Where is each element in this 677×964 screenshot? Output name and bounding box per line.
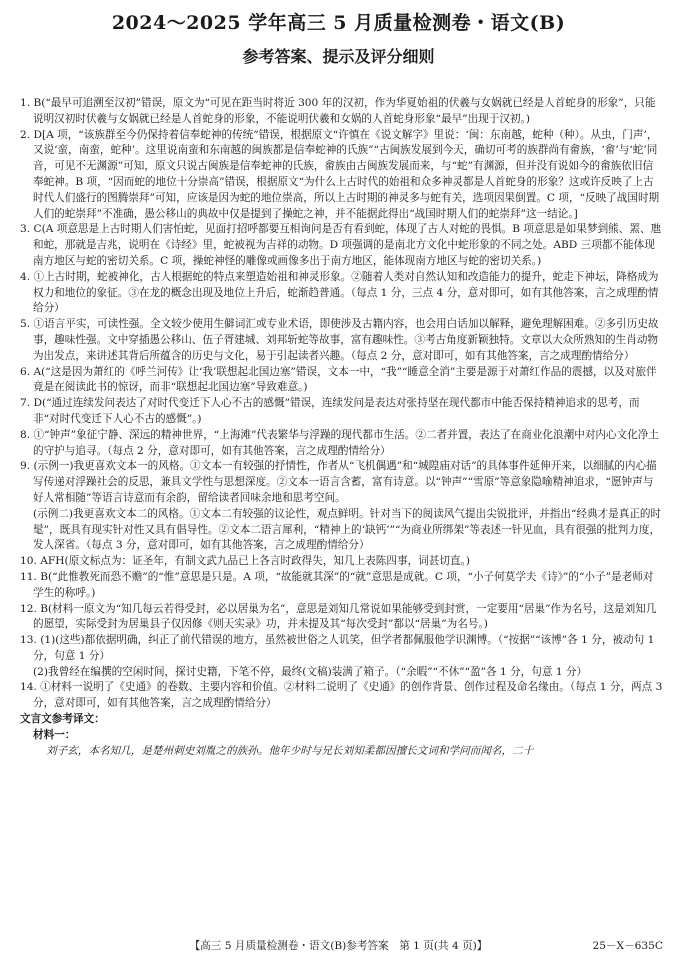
- translation-heading: 文言文参考译文：: [20, 713, 105, 726]
- answer-item: 12. B(材料一原文为“知几每云若得受封，必以居巢为名”，意思是刘知几常说如果能够受到封赏，一定要用“居巢”作为名号，这是刘知几的愿望，实际受封为居巢县子仅因修《则天实录》功，并未提及其“每次受封”都以“居巢”为名号。): [20, 602, 657, 631]
- document-title: 2024～2025 学年高三 5 月质量检测卷・语文(B): [111, 12, 566, 34]
- answers-body: [20, 96, 663, 759]
- answer-item: 10. AFH(原文标点为：证圣年，有制文武九品已上各言时政得失，知几上表陈四事，词甚切直。): [20, 555, 470, 568]
- answer-item-continuation: (2)我曾经在编撰的空闲时间，探讨史籍，下笔不停，最终(文稿)装满了箱子。（“余暇”“不休”“盈”各 1 分，句意 1 分）: [33, 665, 588, 678]
- answer-item: 2. D[A 项，“该族群至今仍保持着信奉蛇神的传统”错误，根据原文“许慎在《说文解字》里说：‘闽：东南越，蛇种（种）。从虫，门声’，又说‘蛮，南蛮，蛇种’。这里说南蛮和东南越的闽族都是信奉蛇神的氏族”“古闽族发展到今天，确切可考的族群尚有畲族，‘畲’与‘蛇’同音，可见不无渊源”可知，原文只说古闽族是信奉蛇神的氏族，畲族由古闽族发展而来，与“蛇”有渊源，但并没有说如今的畲族依旧信奉蛇神。B 项，“因而蛇的地位十分崇高”错误，根据原文“为什么上古时代的始祖和众多神灵都是人首蛇身的形象？这或许反映了上古时代人们盛行的图腾崇拜”可知，应该是因为蛇的地位崇高，所以上古时期的神灵多与蛇有关，选项因果倒置。C 项，“反映了战国时期人们的蛇崇拜”不准确，愚公移山的典故中仅是提到了操蛇之神，并不能据此得出“战国时期人们的蛇崇拜”这一结论。]: [20, 128, 660, 220]
- answer-item: 14. ①材料一说明了《史通》的卷数、主要内容和价值。②材料二说明了《史通》的创作背景、创作过程及命名缘由。（每点 1 分，两点 3 分，意对即可，如有其他答案，言之成理酌情给分）: [20, 681, 663, 710]
- answer-item: 1. B(“最早可追溯至汉初”错误，原文为“可见在距当时将近 300 年的汉初，作为华夏始祖的伏羲与女娲就已经是人首蛇身的形象”，只能说明汉初时伏羲与女娲就已经是人首蛇身的形象，不能说明伏羲和女娲的人首蛇身形象“最早”出现于汉初。): [20, 97, 656, 125]
- document-subtitle: 参考答案、提示及评分细则: [242, 47, 435, 66]
- answer-item: 7. D(“通过连续发问表达了对时代变迁下人心不古的感慨”错误，连续发问是表达对张持坚在现代都市中能否保持精神追求的思考，而非“对时代变迁下人心不古的感慨”。): [20, 397, 640, 425]
- material-one-heading: 材料一：: [33, 728, 76, 741]
- footer-text: 【高三 5 月质量检测卷・语文(B)参考答案 第 1 页(共 4 页)】: [189, 940, 488, 952]
- translation-text: 刘子玄，本名知几，是楚州刺史刘胤之的族孙。他年少时与兄长刘知柔都因擅长文词和学问而闻名，二十: [46, 744, 534, 757]
- answer-item: 11. B(“此惟教死而恐不赡”的“惟”意思是只是。A 项，“故能就其深”的“就”意思是成就。C 项，“小子何莫学夫《诗》”的“小子”是老师对学生的称呼。): [20, 570, 654, 599]
- answer-item: 5. ①语言平实，可读性强。全文较少使用生僻词汇或专业术语，即使涉及古籍内容，也会用白话加以解释，避免理解困难。②多引历史故事，趣味性强。文中穿插愚公移山、伍子胥建城、刘邦斩蛇等故事，富有趣味性。③考古角度新颖独特。文章以大众所熟知的生肖动物为出发点，来讲述其背后所蕴含的历史与文化，易于引起读者兴趣。（每点 2 分，意对即可，如有其他答案，言之成理酌情给分）: [20, 318, 659, 362]
- answer-item: 4. ①上古时期，蛇被神化，古人根据蛇的特点来塑造始祖和神灵形象。②随着人类对自然认知和改造能力的提升，蛇走下神坛，降格成为权力和地位的象征。③在龙的概念出现及地位上升后，蛇渐趋普通。（每点 1 分，三点 4 分，意对即可，如有其他答案，言之成理酌情给分）: [20, 270, 659, 315]
- footer-code: 25－X－635C: [592, 940, 663, 952]
- answer-item: 13. (1)(这些)都依据明确，纠正了前代错误的地方，虽然被世俗之人讥笑，但学者都佩服他学识渊博。（“按据”“该博”各 1 分，被动句 1 分，句意 1 分）: [20, 634, 655, 662]
- answer-item: 3. C(A 项意思是上古时期人们害怕蛇，见面打招呼都要互相询问是否有看到蛇，体现了古人对蛇的畏惧。B 项意思是如果梦到熊、罴、虺和蛇，那就是吉兆，说明在《诗经》里，蛇被视为吉祥的动物。D 项强调的是南北方文化中蛇形象的不同之处。ABD 三项都不能体现南方地区与蛇的密切关系。C 项，操蛇神怪的雕像或画像多出于南方地区，能体现南方地区与蛇的密切关系。): [20, 223, 662, 267]
- answer-item: 8. ①“钟声”象征宁静、深远的精神世界，“上海滩”代表繁华与浮躁的现代都市生活。②二者并置，表达了在商业化浪潮中对内心文化净土的守护与追寻。（每点 2 分，意对即可，如有其他答案，言之成理酌情给分）: [20, 428, 659, 457]
- answer-item-continuation: (示例二)我更喜欢文本二的风格。①文本二有较强的议论性，观点鲜明。针对当下的阅读风气提出尖锐批评，并指出“经典才是真正的时髦”，既具有现实针对性又具有倡导性。②文本二语言犀利，“精神上的‘缺钙’”“为商业所绑架”等表述一针见血，具有很强的批判力度，发人深省。（每点 3 分，意对即可，如有其他答案，言之成理酌情给分）: [33, 507, 662, 552]
- page-footer: [0, 938, 677, 958]
- answer-item: 6. A(“这是因为萧红的《呼兰河传》让‘我’联想起北国边塞”错误，文本一中，“我”“睡意全消”主要是源于对萧红作品的震撼，以及对旅伴竟是在阅读此书的惊讶，而非“联想起北国边塞”导致难意。): [20, 365, 657, 394]
- answer-item: 9. (示例一)我更喜欢文本一的风格。①文本一有较强的抒情性，作者从“飞机偶遇”和“城隍庙对话”的具体事件延伸开来，以细腻的内心描写传递对浮躁社会的反思，兼具文学性与思想深度。②文本一语言含蓄，富有诗意。以“钟声”“雪原”等意象隐喻精神追求，“愿钟声与好人常相随”等语言诗意而有余韵，留给读者回味余地和思考空间。: [20, 460, 657, 504]
